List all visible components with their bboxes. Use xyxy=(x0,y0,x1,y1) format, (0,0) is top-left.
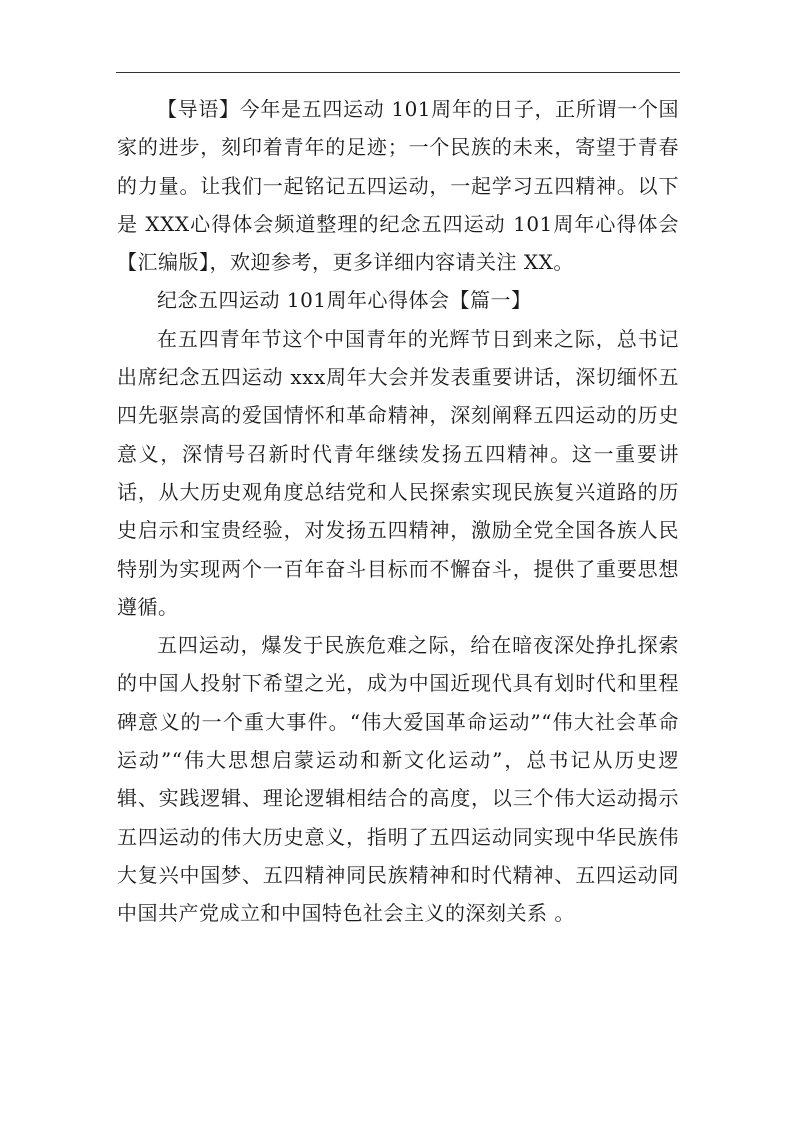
header-rule xyxy=(116,72,680,73)
document-body xyxy=(117,90,679,933)
intro-paragraph: 【导语】今年是五四运动 101周年的日子，正所谓一个国家的进步，刻印着青年的足迹；一个民族的未来，寄望于青春的力量。让我们一起铭记五四运动，一起学习五四精神。以下是 XXX心得体会频道整理的纪念五四运动 101周年心得体会【汇编版】，欢迎参考，更多详细内容请关注 XX。 xyxy=(117,97,679,275)
body-paragraph-1: 在五四青年节这个中国青年的光辉节日到来之际，总书记出席纪念五四运动 xxx周年大会并发表重要讲话，深切缅怀五四先驱崇高的爱国情怀和革命精神，深刻阐释五四运动的历史意义，深情号召新时代青年继续发扬五四精神。这一重要讲话，从大历史观角度总结党和人民探索实现民族复兴道路的历史启示和宝贵经验，对发扬五四精神，激励全党全国各族人民特别为实现两个一百年奋斗目标而不懈奋斗，提供了重要思想遵循。 xyxy=(117,326,679,619)
body-paragraph-2: 五四运动，爆发于民族危难之际，给在暗夜深处挣扎探索的中国人投射下希望之光，成为中国近现代具有划时代和里程碑意义的一个重大事件。“伟大爱国革命运动”“伟大社会革命运动”“伟大思想启蒙运动和新文化运动”，总书记从历史逻辑、实践逻辑、理论逻辑相结合的高度，以三个伟大运动揭示五四运动的伟大历史意义，指明了五四运动同实现中华民族伟大复兴中国梦、五四精神同民族精神和时代精神、五四运动同中国共产党成立和中国特色社会主义的深刻关系 。 xyxy=(117,633,679,926)
section-title: 纪念五四运动 101周年心得体会【篇一】 xyxy=(157,288,532,313)
